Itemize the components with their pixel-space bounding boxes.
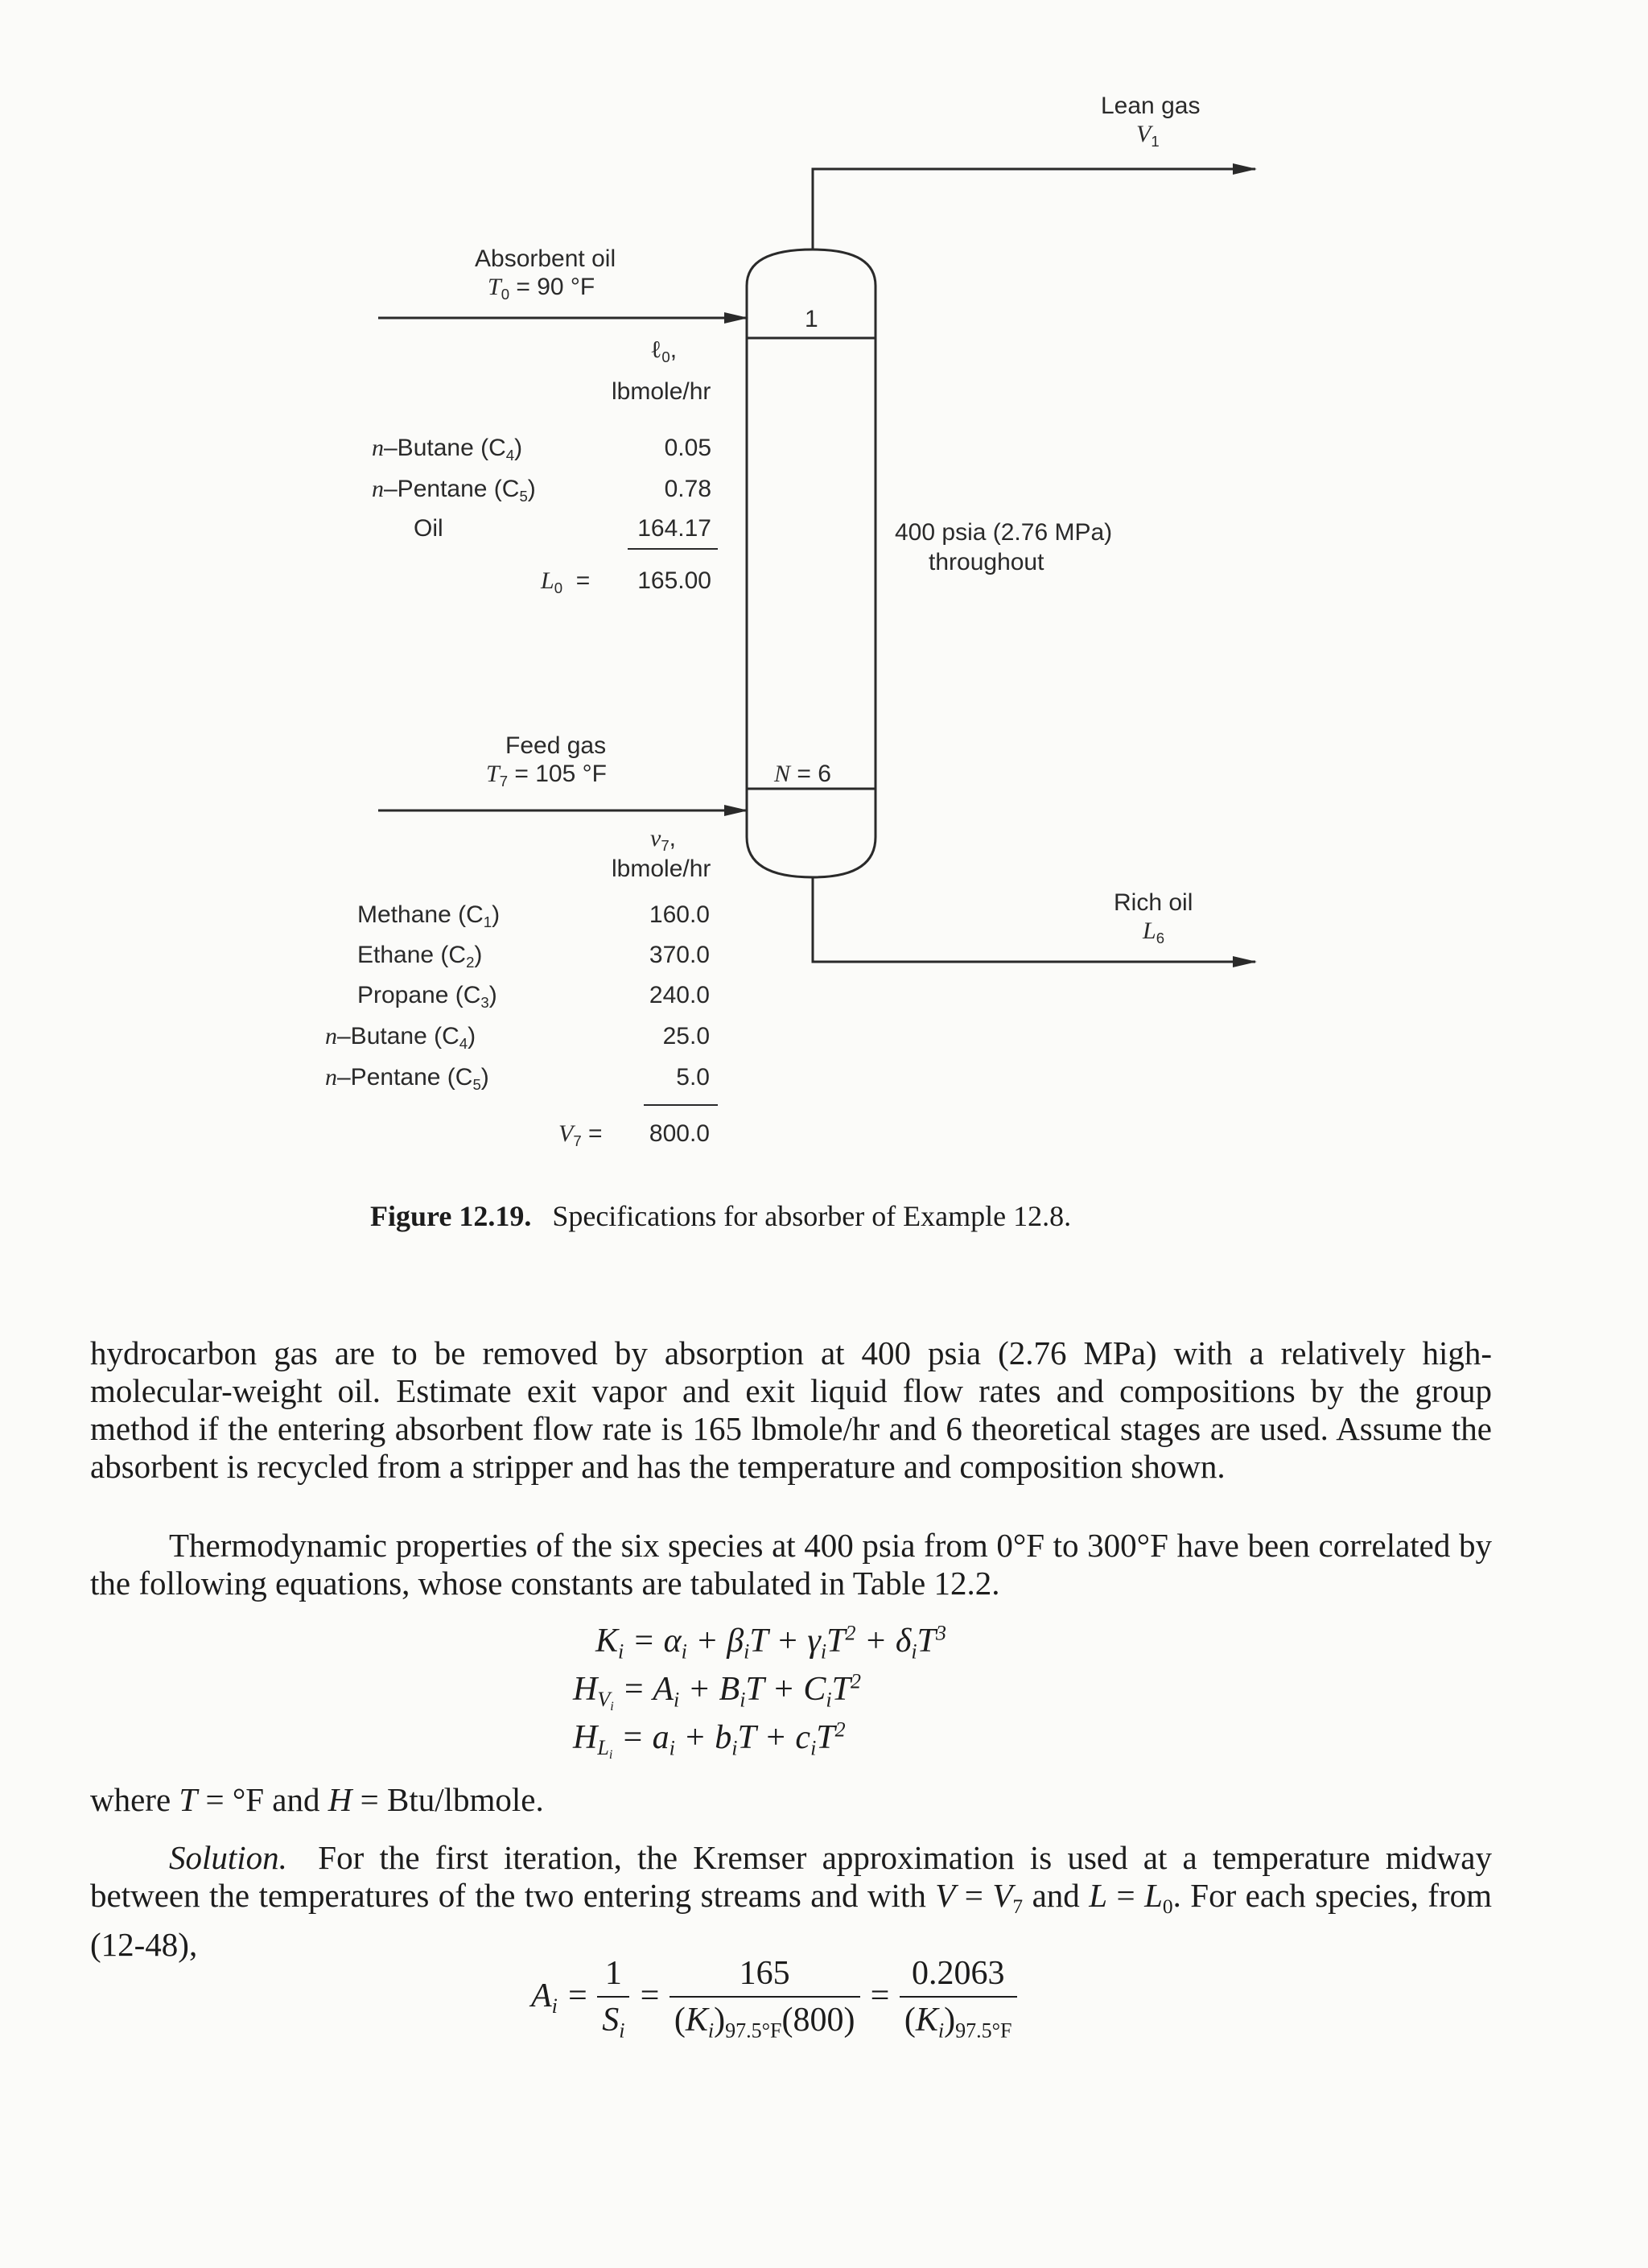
pressure-line-1: 400 psia (2.76 MPa) (895, 519, 1113, 546)
feed-gas-label: Feed gas (505, 732, 607, 759)
frac-1: $\frac{1}{S_i}$ (597, 1954, 629, 2043)
absorbent-total-symbol: $L_0$ = (541, 567, 591, 596)
solution-label: Solution. (169, 1839, 287, 1876)
feed-comp-5: n–Pentane $(C_5)$ (325, 1064, 489, 1093)
absorbent-oil-temp: $T_0 = 90$ °F (488, 274, 595, 303)
lean-gas-line (813, 169, 1255, 249)
feed-comp-2: Ethane $(C_2)$ (357, 942, 483, 971)
feed-rate-unit: lbmole/hr (612, 856, 711, 882)
feed-value-5: 5.0 (676, 1064, 710, 1091)
absorbent-value-2: 0.78 (664, 476, 711, 502)
lean-gas-symbol: $V_1$ (1136, 121, 1160, 150)
feed-value-1: 160.0 (649, 901, 710, 928)
absorbent-value-1: 0.05 (664, 435, 711, 461)
figure-caption-text: Specifications for absorber of Example 12.8. (552, 1200, 1072, 1232)
equation-k: $K_i = \alpha_i + \beta_iT + \gamma_iT^2 + \delta_iT^3$ (595, 1621, 946, 1664)
absorbent-value-3: 164.17 (637, 515, 711, 542)
feed-comp-4: n–Butane $(C_4)$ (325, 1023, 476, 1052)
feed-total-symbol: $V_7$ = (558, 1120, 603, 1149)
equation-absorption-factor: $A_i$ = $\frac{1}{S_i}$ = $\frac{165}{(K_i)_{97.5^\circ F}(800)}$ = $\frac{0.2063}{(K_i)_{97.5^\circ F}}$ (531, 1954, 1017, 2043)
stage-top-label: 1 (805, 306, 818, 332)
figure-number: Figure 12.19. (370, 1200, 532, 1232)
feed-comp-3: Propane $(C_3)$ (357, 982, 497, 1011)
absorbent-rate-unit: lbmole/hr (612, 378, 711, 405)
absorbent-comp-2: n–Pentane $(C_5)$ (372, 476, 536, 505)
absorbent-comp-3: Oil (414, 515, 443, 542)
paragraph-1: hydrocarbon gas are to be removed by absorption at 400 psia (2.76 MPa) with a relatively high-molecular-weight oil. Estimate exit vapor and exit liquid flow rates and compositions by the group method if the entering absorbent flow rate is 165 lbmole/hr and 6 theoretical stages are used. Assume the absorbent is recycled from a stripper and has the temperature and composition shown. (90, 1334, 1492, 1485)
feed-value-2: 370.0 (649, 942, 710, 968)
stage-bottom-label: N = 6 (774, 761, 831, 787)
absorbent-rate-symbol: ℓ$_0$, (650, 336, 678, 365)
frac-3: $\frac{0.2063}{(K_i)_{97.5^\circ F}}$ (900, 1954, 1017, 2043)
feed-total-value: 800.0 (649, 1120, 710, 1147)
figure-caption (370, 1199, 1071, 1233)
feed-value-4: 25.0 (662, 1023, 710, 1049)
lean-gas-label: Lean gas (1101, 93, 1201, 119)
absorbent-comp-1: n–Butane $(C_4)$ (372, 435, 523, 464)
paragraph-2: Thermodynamic properties of the six species at 400 psia from 0°F to 300°F have been correlated by the following equations, whose constants are tabulated in Table 12.2. (90, 1527, 1492, 1602)
equation-hv: $H_{V_i} = A_i + B_iT + C_iT^2$ (573, 1669, 862, 1714)
solution-paragraph: Solution. For the first iteration, the Kremser approximation is used at a temperature midway between the temperatures of the two entering streams and with $V = V_7$ and $L = L_0$. For each species, from (12-48), (90, 1839, 1493, 1964)
absorbent-total-value: 165.00 (637, 567, 711, 594)
feed-value-3: 240.0 (649, 982, 710, 1008)
pressure-line-2: throughout (929, 549, 1044, 575)
equation-hl: $H_{L_i} = a_i + b_iT + c_iT^2$ (573, 1717, 846, 1763)
feed-gas-temp: $T_7 = 105$ °F (486, 761, 607, 790)
where-line: where T = °F and H = Btu/lbmole. (90, 1781, 544, 1818)
absorbent-oil-label: Absorbent oil (475, 245, 616, 272)
rich-oil-symbol: $L_6$ (1143, 918, 1165, 946)
frac-2: $\frac{165}{(K_i)_{97.5^\circ F}(800)}$ (670, 1954, 860, 2043)
feed-comp-1: Methane $(C_1)$ (357, 901, 501, 930)
feed-rate-symbol: $v_7$, (650, 825, 677, 854)
rich-oil-label: Rich oil (1114, 889, 1193, 916)
